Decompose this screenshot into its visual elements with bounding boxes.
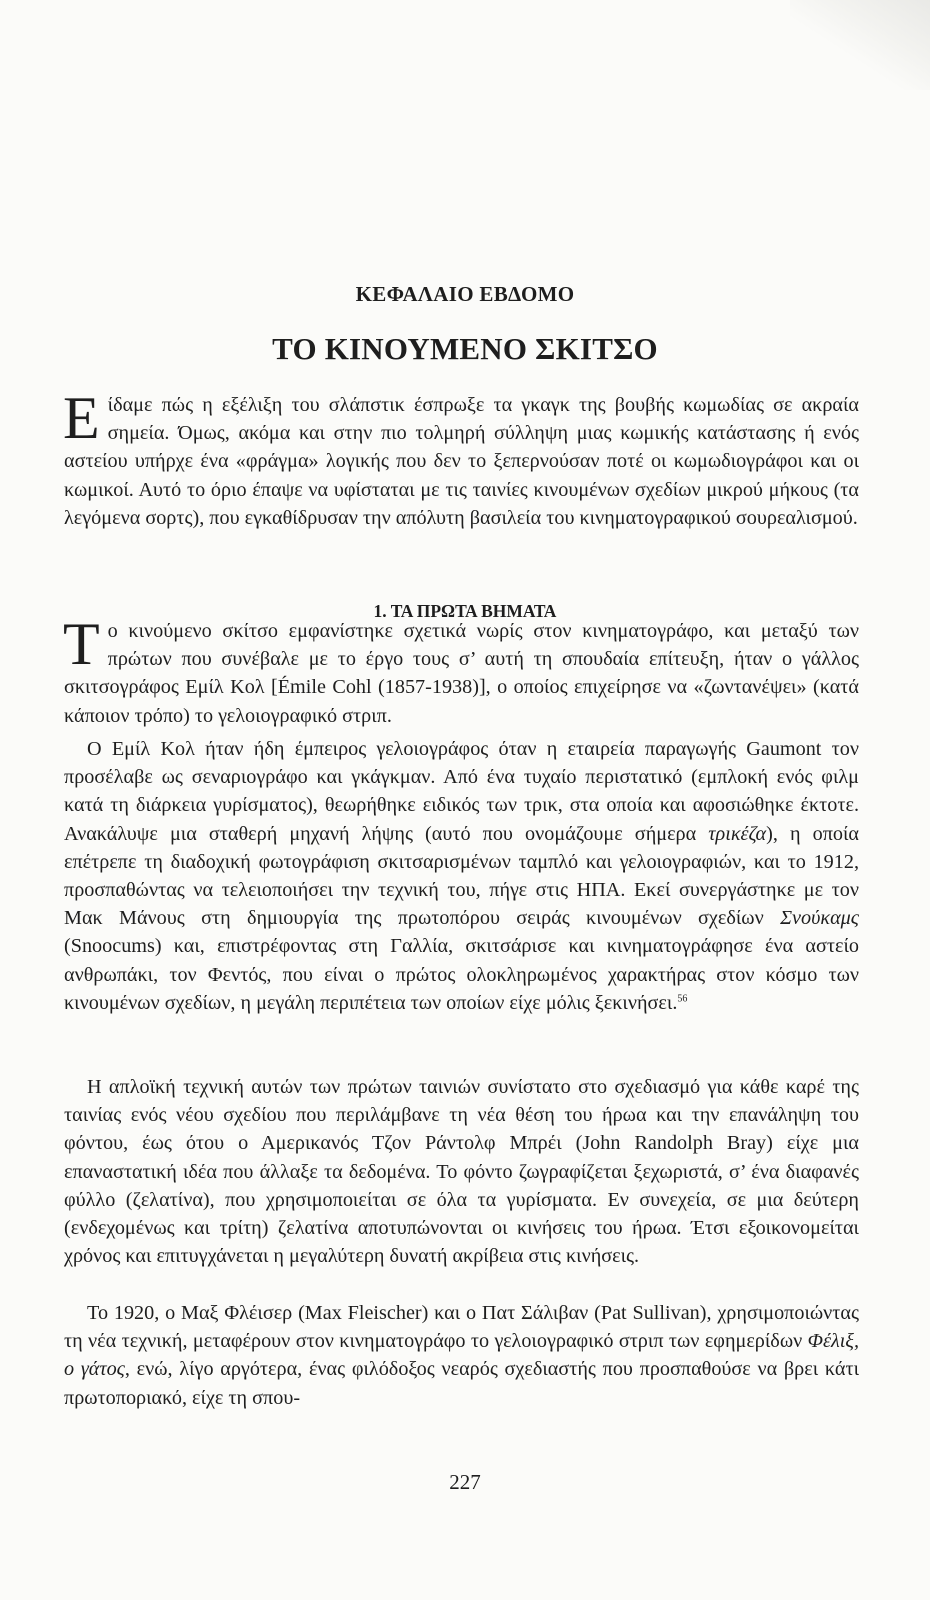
paragraph-1-text: ο κινούμενο σκίτσο εμφανίστηκε σχετικά νωρίς στον κινηματογράφο, και μεταξύ των πρώτων που συνέβαλε με το έργο τους σ’ αυτή τη σπουδαία επίτευξη, ήταν ο γάλλος σκιτσογράφος Εμίλ Κολ [Émile Cohl (1857-1938)], ο οποίος επιχείρησε να «ζωντανέψει» (κατά κάποιον τρόπο) το γελοιογραφικό στριπ.: [64, 620, 859, 727]
drop-cap: Ε: [63, 385, 100, 451]
text-run: Ο Εμίλ Κολ ήταν ήδη έμπειρος γελοιογράφος όταν η εταιρεία παραγωγής Gaumont τον προσέλαβε ως σεναριογράφο και γκάγκμαν. Από ένα τυχαίο περιστατικό (εμπλοκή ενός φιλμ κατά τη διάρκεια γυρίσματος), θεωρήθηκε ειδικός των τρικ, στα οποία και αφοσιώθηκε έκτοτε. Ανακάλυψε μια σταθερή μηχανή λήψης (αυτό που ονομάζουμε σήμερα: [64, 738, 859, 845]
italic-term: τρικέζα: [708, 822, 767, 845]
section-title: 1. ΤΑ ΠΡΩΤΑ ΒΗΜΑΤΑ: [373, 601, 557, 621]
intro-text: ίδαμε πώς η εξέλιξη του σλάπστικ έσπρωξε τα γκαγκ της βουβής κωμωδίας σε ακραία σημεία. Όμως, ακόμα και στην πιο τολμηρή σύλληψη μιας κωμικής κατάστασης ή ενός αστείου υπήρχε ένα «φράγμα» λογικής που δεν το ξεπερνούσαν ποτέ οι κωμωδιογράφοι και οι κωμικοί. Αυτό το όριο έπαψε να υφίσταται με τις ταινίες κινουμένων σχεδίων μικρού μήκους (τα λεγόμενα σορτς), που εγκαθίδρυσαν την απόλυτη βασιλεία του κινηματογραφικού σουρεαλισμού.: [64, 394, 859, 529]
drop-cap: Τ: [63, 611, 100, 677]
paragraph-3: [64, 1073, 859, 1270]
chapter-label: ΚΕΦΑΛΑΙΟ ΕΒΔΟΜΟ: [355, 282, 575, 306]
text-run: Το 1920, ο Μαξ Φλέισερ (Max Fleischer) και ο Πατ Σάλιβαν (Pat Sullivan), χρησιμοποιώντας τη νέα τεχνική, μεταφέρουν στον κινηματογράφο το γελοιογραφικό στριπ των εφημερίδων: [64, 1302, 859, 1353]
italic-term: Σνούκαμς: [780, 907, 859, 930]
text-run: ), η οποία επέτρεπε τη διαδοχική φωτογράφιση σκιτσαρισμένων ταμπλό και γελοιογραφιών, και το 1912, προσπαθώντας να τελειοποιήσει την τεχνική του, πήγε στις ΗΠΑ. Εκεί συνεργάστηκε με τον Μακ Μάνους στη δημιουργία της πρωτοπόρου σειράς κινουμένων σχεδίων: [64, 822, 859, 930]
chapter-title: ΤΟ ΚΙΝΟΥΜΕΝΟ ΣΚΙΤΣΟ: [272, 331, 658, 366]
intro-paragraph: [63, 385, 859, 532]
text-run: (Snoocums) και, επιστρέφοντας στη Γαλλία, σκιτσάρισε και κινηματογράφησε ένα αστείο ανθρωπάκι, τον Φεντός, που είναι ο πρώτος ολοκληρωμένος χαρακτήρας στον κόσμο των κινουμένων σχεδίων, η μεγάλη περιπέτεια των οποίων είχε μόλις ξεκινήσει.: [64, 935, 859, 1014]
page-corner-shadow: [790, 0, 930, 90]
page-number: 227: [449, 1470, 481, 1494]
italic-term: Φέλιξ, ο γάτος: [64, 1330, 859, 1381]
paragraph-4: [64, 1299, 859, 1412]
paragraph-2: [64, 735, 859, 1017]
footnote-marker: 56: [677, 993, 688, 1005]
text-run: Η απλοϊκή τεχνική αυτών των πρώτων ταινιών συνίστατο στο σχεδιασμό για κάθε καρέ της ταινίας ενός νέου σχεδίου που περιλάμβανε τη νέα θέση του ήρωα και την επανάληψη του φόντου, έως ότου ο Αμερικανός Τζον Ράντολφ Μπρέι (John Randolph Bray) είχε μια επαναστατική ιδέα που άλλαξε τα δεδομένα. Το φόντο ζωγραφίζεται ξεχωριστά, σ’ ένα διαφανές φύλλο (ζελατίνα), που χρησιμοποιείται σε όλα τα γυρίσματα. Εν συνεχεία, σε μια δεύτερη (ενδεχομένως και τρίτη) ζελατίνα αποτυπώνονται οι κινήσεις του ήρωα. Έτσι εξοικονομείται χρόνος και επιτυγχάνεται η μεγαλύτερη δυνατή ακρίβεια στις κινήσεις.: [64, 1076, 859, 1268]
text-run: , ενώ, λίγο αργότερα, ένας φιλόδοξος νεαρός σχεδιαστής που προσπαθούσε να βρει κάτι πρωτοποριακό, είχε τη σπου-: [64, 1358, 860, 1409]
